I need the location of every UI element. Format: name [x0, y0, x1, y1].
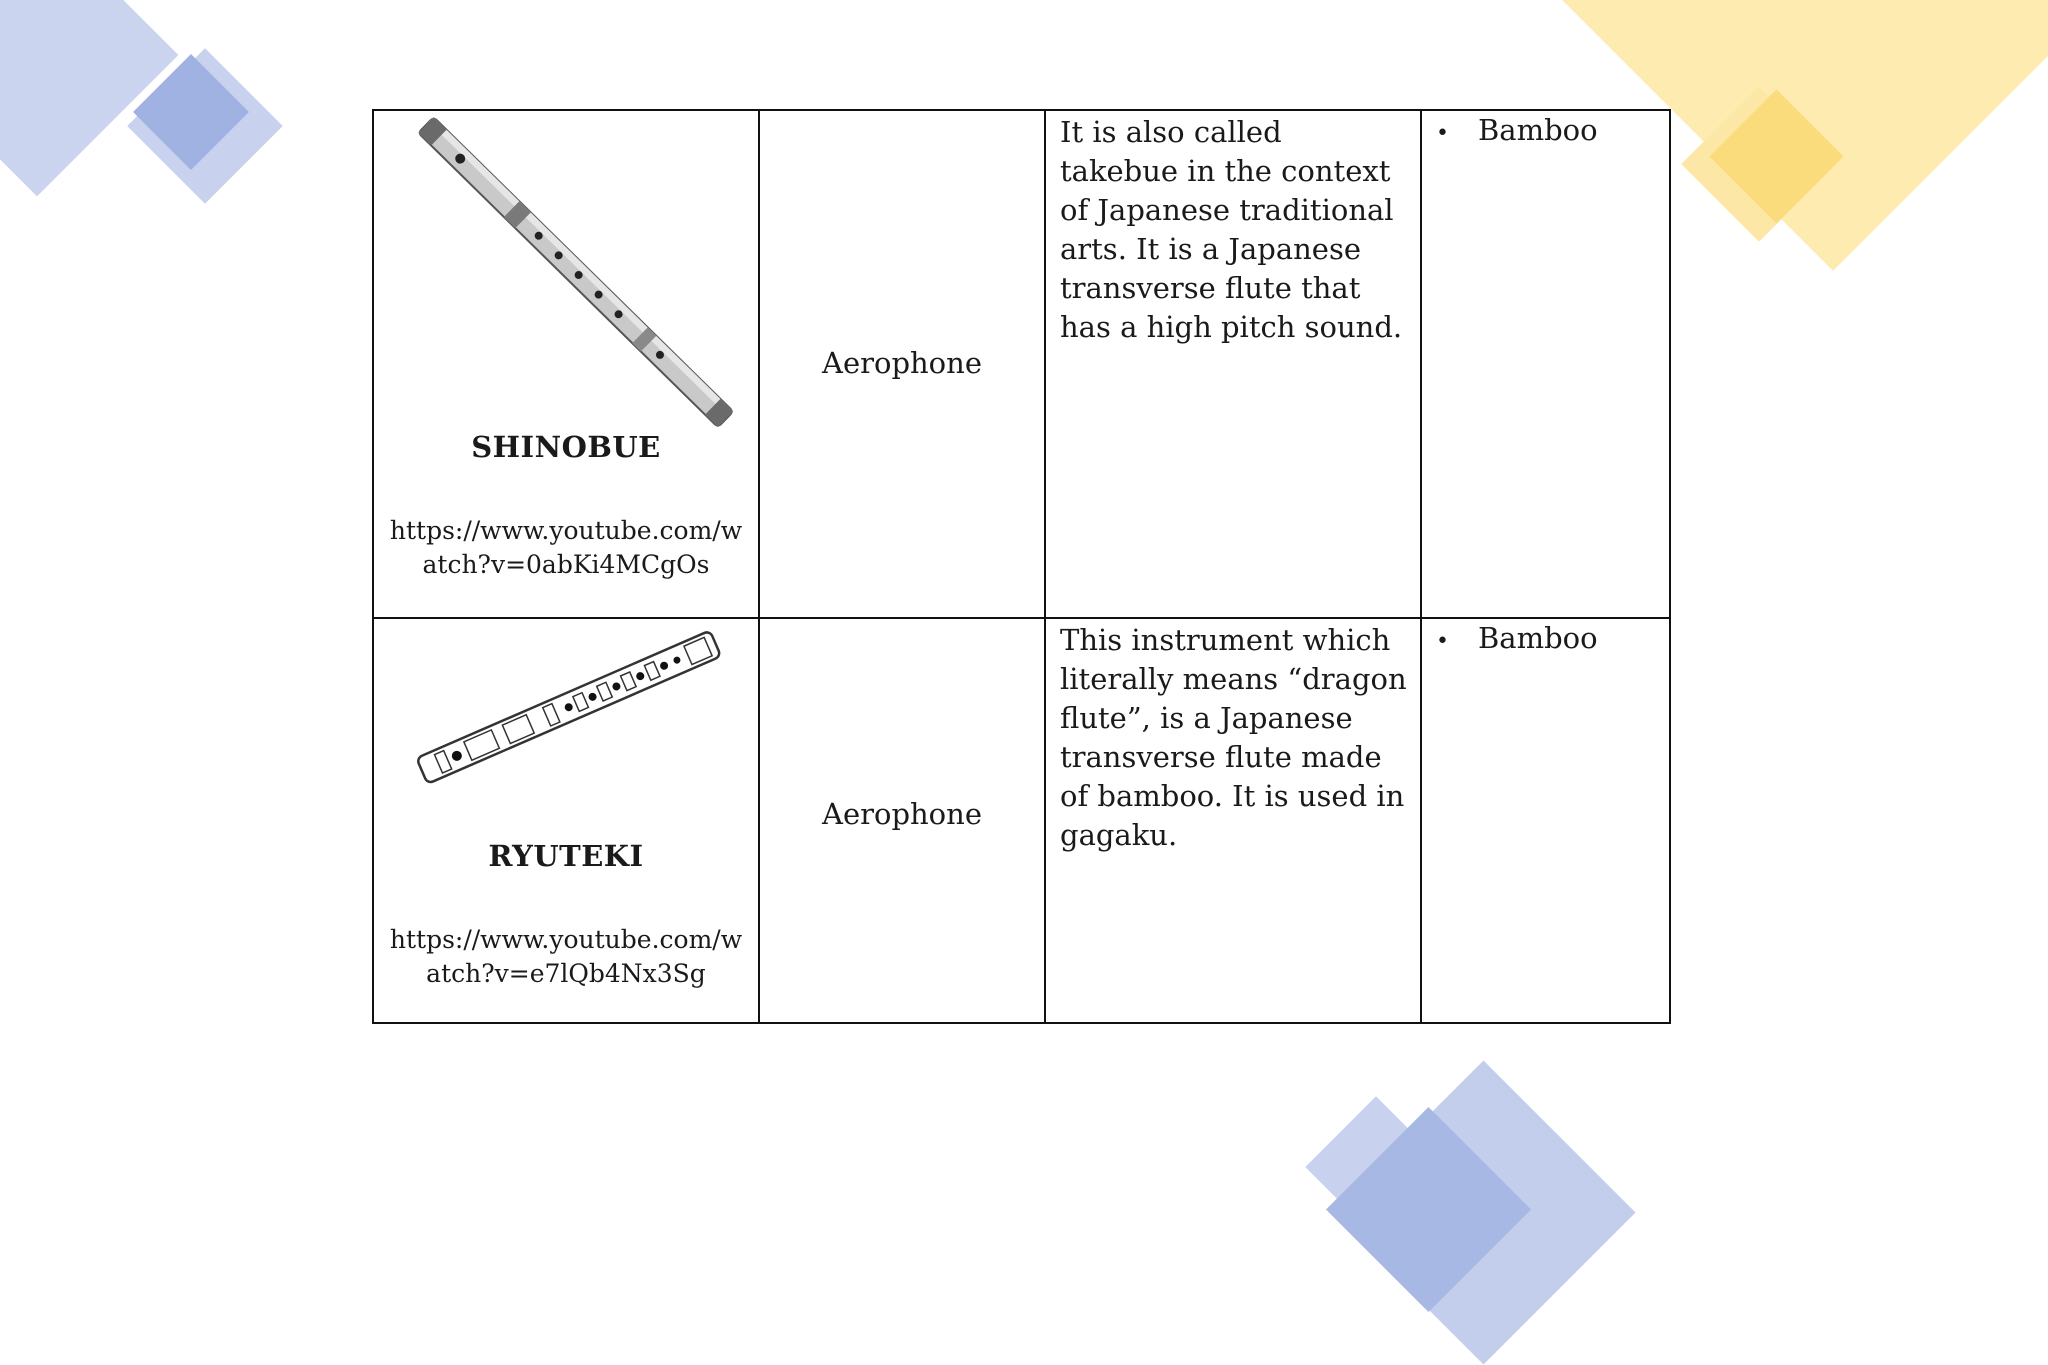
table-row: [373, 110, 1670, 618]
image-cell: [373, 618, 759, 1023]
material-cell: [1421, 110, 1670, 618]
material-list-item: [1422, 619, 1669, 655]
instrument-table: [372, 109, 1671, 1024]
description-cell: [1045, 110, 1421, 618]
video-link[interactable]: https://www.youtube.com/watch?v=e7lQb4Nx3Sg: [389, 925, 743, 988]
bullet-icon: •: [1436, 629, 1449, 654]
description-cell: [1045, 618, 1421, 1023]
ryuteki-flute-image: [414, 629, 734, 799]
bullet-icon: •: [1436, 121, 1449, 146]
shinobue-flute-image: [394, 111, 734, 441]
instrument-name: SHINOBUE: [471, 430, 661, 464]
classification-text: Aerophone: [822, 346, 982, 380]
material-list-item: [1422, 111, 1669, 147]
description-text: It is also called takebue in the context of Japanese traditional arts. It is a Japanese transverse flute that has a high pitch sound.: [1060, 115, 1403, 344]
image-cell: [373, 110, 759, 618]
material-text: Bamboo: [1478, 621, 1598, 655]
classification-cell: [759, 110, 1045, 618]
description-text: This instrument which literally means “dragon flute”, is a Japanese transverse flute made of bamboo. It is used in gagaku.: [1060, 623, 1407, 852]
material-text: Bamboo: [1478, 113, 1598, 147]
classification-text: Aerophone: [822, 797, 982, 831]
table-row: [373, 618, 1670, 1023]
instrument-name: RYUTEKI: [488, 839, 644, 873]
classification-cell: [759, 618, 1045, 1023]
video-link[interactable]: https://www.youtube.com/watch?v=0abKi4MCgOs: [389, 516, 743, 579]
material-cell: [1421, 618, 1670, 1023]
